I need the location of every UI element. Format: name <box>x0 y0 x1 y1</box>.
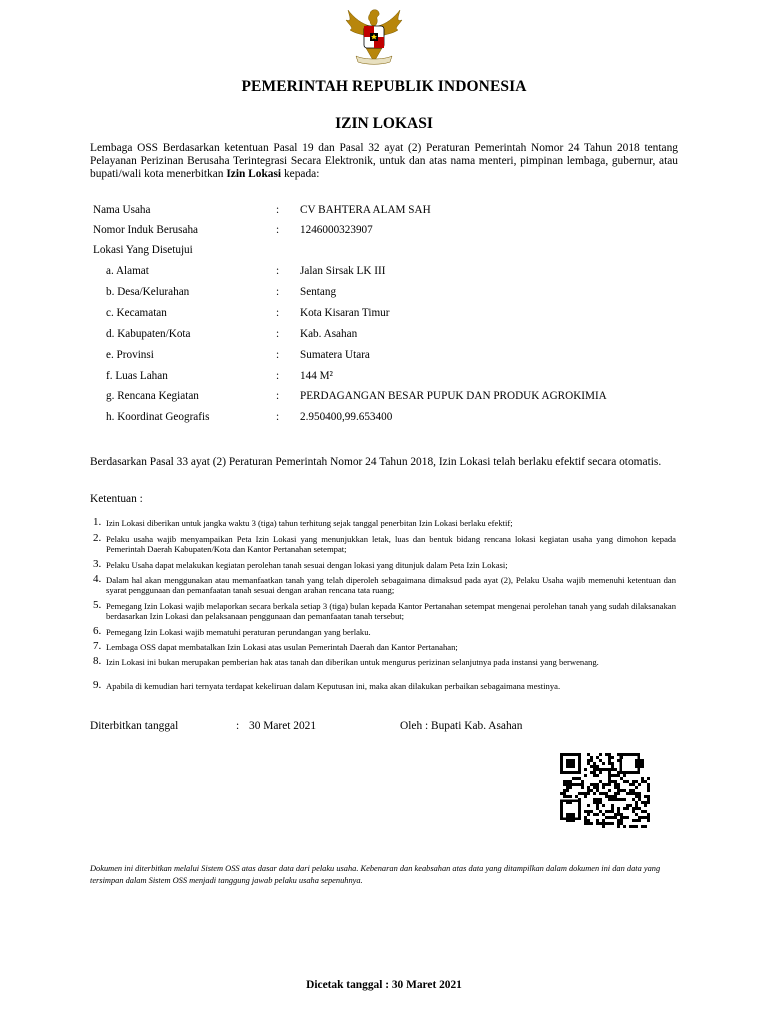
rule-text: Dalam hal akan menggunakan atau memanfaatkan tanah yang telah diperoleh sebagaimana dimaksud pada ayat (2), Pelaku Usaha wajib memenuhi ketentuan dan syarat penggunaan dan pemanfaatan tanah sesuai dengan arahan rencana tata ruang; <box>106 575 676 596</box>
rule-text: Izin Lokasi diberikan untuk jangka waktu 3 (tiga) tahun terhitung sejak tanggal penerbitan Izin Lokasi berlaku efektif; <box>106 518 513 528</box>
field-label: Nama Usaha <box>93 204 151 216</box>
field-row <box>93 224 693 238</box>
issued-by: Oleh : Bupati Kab. Asahan <box>400 720 523 732</box>
rule-text: Pemegang Izin Lokasi wajib mematuhi peraturan perundangan yang berlaku. <box>106 627 371 637</box>
issued-label: Diterbitkan tanggal <box>90 720 179 732</box>
field-value: Sentang <box>300 286 337 298</box>
rule-text: Pelaku usaha wajib menyampaikan Peta Izin Lokasi yang menunjukkan letak, luas dan bentuk bidang rencana lokasi kegiatan usaha yang dimohon kepada Pemerintah Daerah Kabupaten/Kota dan Kantor Pertanahan setempat; <box>106 534 676 555</box>
rule-text: Apabila di kemudian hari ternyata terdapat kekeliruan dalam Keputusan ini, maka akan dilakukan perbaikan sebagaimana mestinya. <box>106 681 561 691</box>
field-label: Lokasi Yang Disetujui <box>93 244 193 256</box>
intro-paragraph <box>90 142 678 182</box>
field-label: g. Rencana Kegiatan <box>106 390 199 402</box>
rule-number: 7. <box>93 640 102 652</box>
rule-text: Pelaku Usaha dapat melakukan kegiatan perolehan tanah sesuai dengan lokasi yang ditunjuk dalam Peta Izin Lokasi; <box>106 560 508 570</box>
field-label: e. Provinsi <box>106 349 154 361</box>
field-colon: : <box>276 204 280 216</box>
rule-number: 1. <box>93 516 102 528</box>
field-value: Kab. Asahan <box>300 328 358 340</box>
issued-date: 30 Maret 2021 <box>249 720 317 732</box>
intro-text-end: kepada: <box>281 168 320 181</box>
field-colon: : <box>276 286 280 298</box>
rule-number: 2. <box>93 532 102 544</box>
field-row <box>93 328 693 342</box>
garuda-emblem-icon <box>340 4 408 68</box>
field-value: Jalan Sirsak LK III <box>300 265 386 277</box>
field-value: PERDAGANGAN BESAR PUPUK DAN PRODUK AGROKIMIA <box>300 390 607 402</box>
field-value: 2.950400,99.653400 <box>300 411 393 423</box>
field-row <box>93 390 693 404</box>
field-colon: : <box>276 265 280 277</box>
field-row <box>93 286 693 300</box>
field-row <box>93 244 693 258</box>
rule-number: 9. <box>93 679 102 691</box>
disclaimer-text: Dokumen ini diterbitkan melalui Sistem OSS atas dasar data dari pelaku usaha. Kebenaran dan keabsahan atas data yang ditampilkan dalam dokumen ini dan data yang tersimpan dalam Sistem OSS menjadi tanggung jawab pelaku usaha sepenuhnya. <box>90 864 661 885</box>
rule-number: 6. <box>93 625 102 637</box>
field-value: CV BAHTERA ALAM SAH <box>300 204 431 216</box>
rule-number: 4. <box>93 573 102 585</box>
rule-text: Lembaga OSS dapat membatalkan Izin Lokasi atas usulan Pemerintah Daerah dan Kantor Pertanahan; <box>106 642 458 652</box>
field-colon: : <box>276 349 280 361</box>
field-label: h. Koordinat Geografis <box>106 411 210 423</box>
field-value: 144 M² <box>300 370 333 382</box>
field-label: a. Alamat <box>106 265 149 277</box>
field-row <box>93 204 693 218</box>
effective-paragraph: Berdasarkan Pasal 33 ayat (2) Peraturan Pemerintah Nomor 24 Tahun 2018, Izin Lokasi telah berlaku efektif secara otomatis. <box>90 456 662 468</box>
field-row <box>93 349 693 363</box>
intro-text: Lembaga OSS Berdasarkan ketentuan Pasal 19 dan Pasal 32 ayat (2) Peraturan Pemerintah Nomor 24 Tahun 2018 tentang Pelayanan Perizinan Berusaha Terintegrasi Secara Elektronik, untuk dan atas nama menteri, pimpinan lembaga, gubernur, atau bupati/wali kota menerbitkan <box>90 142 678 181</box>
field-value: 1246000323907 <box>300 224 373 236</box>
government-title: PEMERINTAH REPUBLIK INDONESIA <box>241 78 527 95</box>
field-label: d. Kabupaten/Kota <box>106 328 191 340</box>
rule-number: 8. <box>93 655 102 667</box>
field-colon: : <box>276 328 280 340</box>
field-colon: : <box>276 390 280 402</box>
rule-text: Pemegang Izin Lokasi wajib melaporkan secara berkala setiap 3 (tiga) bulan kepada Kantor Pertanahan setempat mengenai perolehan tanah yang sudah dilaksanakan berdasarkan Izin Lokasi dan pelaksanaan penggunaan dan pemanfaatan tanah tersebut; <box>106 601 676 622</box>
rule-number: 5. <box>93 599 102 611</box>
field-value: Sumatera Utara <box>300 349 370 361</box>
field-row <box>93 411 693 425</box>
field-colon: : <box>276 224 280 236</box>
field-value: Kota Kisaran Timur <box>300 307 390 319</box>
rule-number: 3. <box>93 558 102 570</box>
intro-bold: Izin Lokasi <box>226 168 282 181</box>
field-label: f. Luas Lahan <box>106 370 168 382</box>
field-row <box>93 307 693 321</box>
field-label: c. Kecamatan <box>106 307 167 319</box>
field-label: Nomor Induk Berusaha <box>93 224 199 236</box>
field-colon: : <box>276 370 280 382</box>
issued-colon: : <box>236 720 240 732</box>
qr-code-icon <box>560 753 650 829</box>
field-colon: : <box>276 307 280 319</box>
field-row <box>93 370 693 384</box>
field-label: b. Desa/Kelurahan <box>106 286 190 298</box>
printed-date: Dicetak tanggal : 30 Maret 2021 <box>306 979 462 991</box>
field-colon: : <box>276 411 280 423</box>
field-row <box>93 265 693 279</box>
rule-text: Izin Lokasi ini bukan merupakan pemberian hak atas tanah dan diberikan untuk mengurus perizinan selanjutnya pada instansi yang berwenang. <box>106 657 599 667</box>
ketentuan-heading: Ketentuan : <box>90 493 143 505</box>
document-title: IZIN LOKASI <box>335 115 433 132</box>
